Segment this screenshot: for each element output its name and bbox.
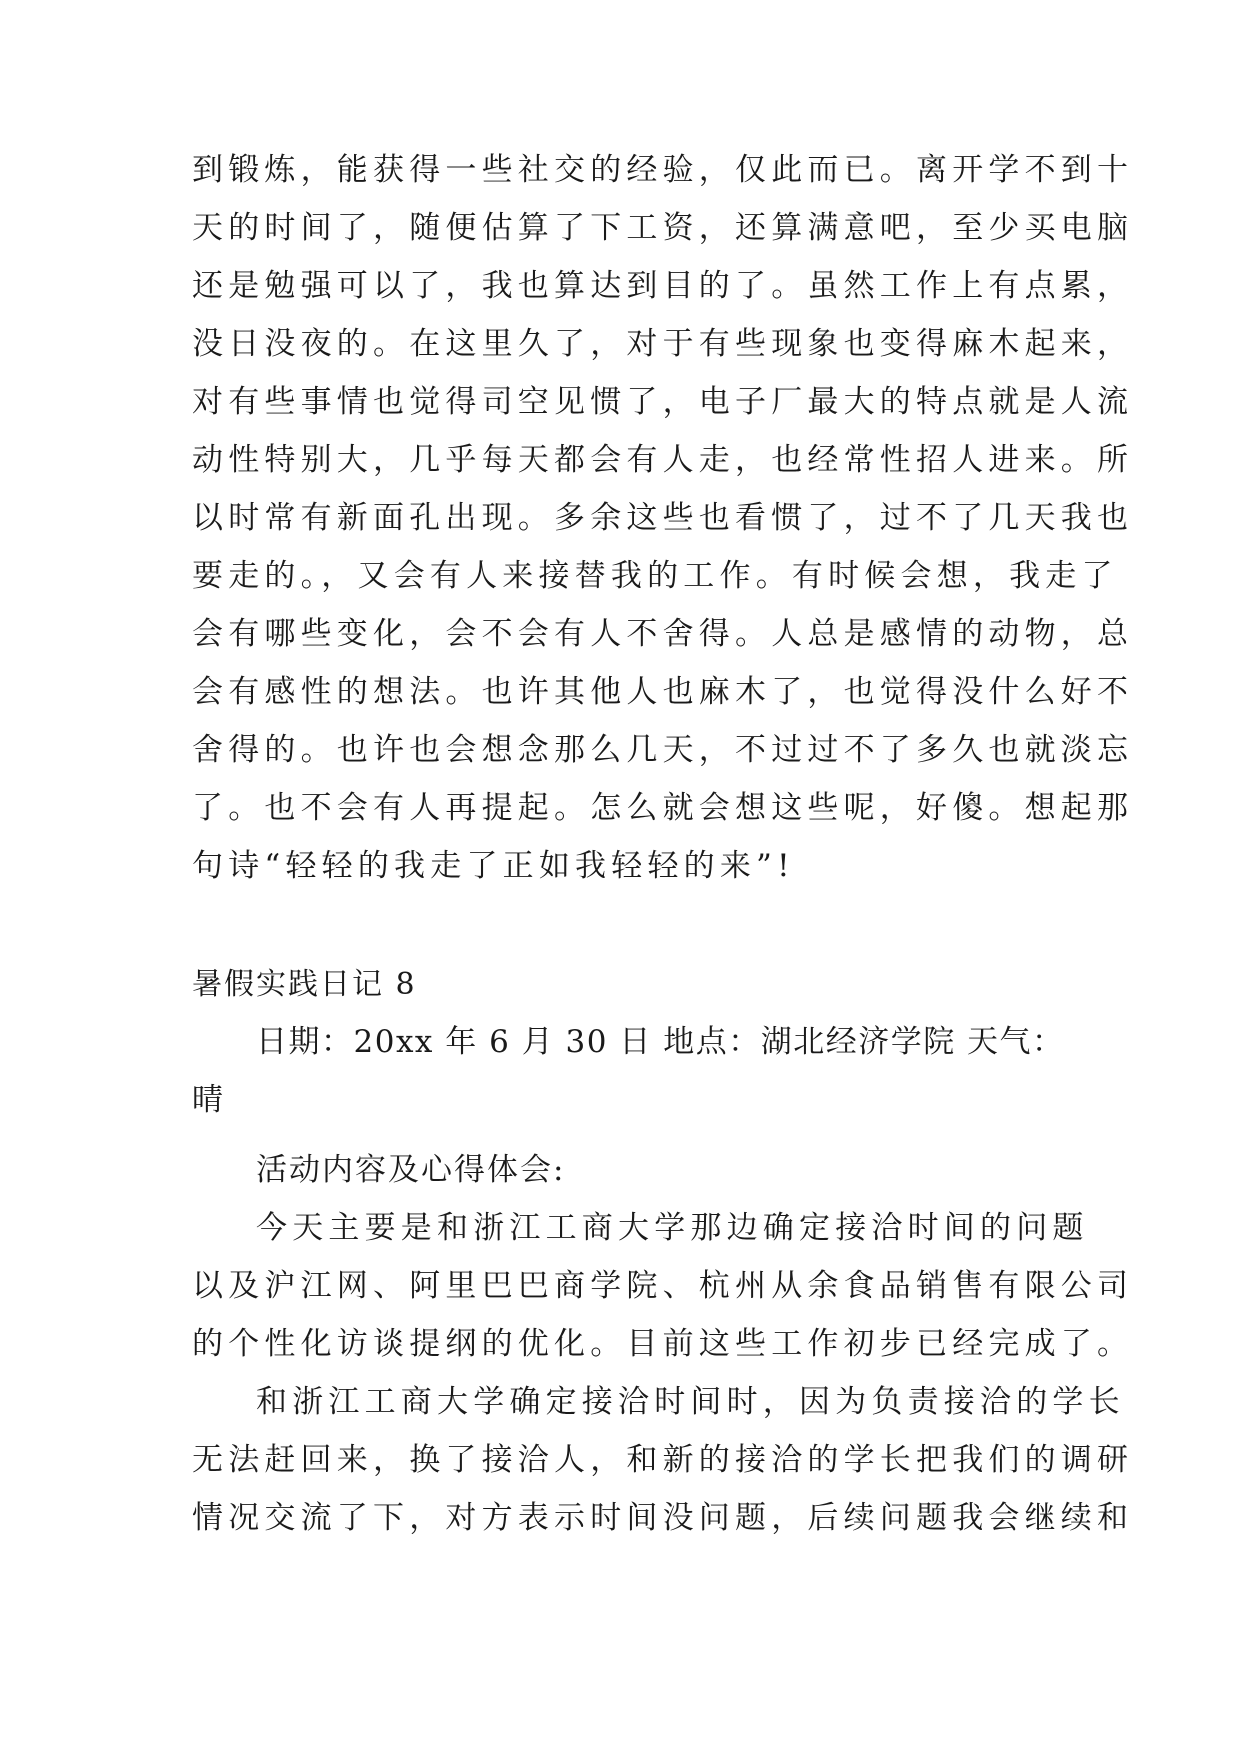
- paragraph-line: 对有些事情也觉得司空见惯了，电子厂最大的特点就是人流: [192, 384, 1134, 420]
- paragraph-line: 以时常有新面孔出现。多余这些也看惯了，过不了几天我也: [192, 500, 1134, 536]
- paragraph-line: 到锻炼，能获得一些社交的经验，仅此而已。离开学不到十: [192, 152, 1134, 188]
- paragraph-line: 今天主要是和浙江工商大学那边确定接洽时间的问题: [256, 1210, 1089, 1246]
- paragraph-line: 还是勉强可以了，我也算达到目的了。虽然工作上有点累，: [192, 268, 1134, 304]
- paragraph-line: 舍得的。也许也会想念那么几天，不过过不了多久也就淡忘: [192, 732, 1134, 768]
- paragraph-line: 句诗“轻轻的我走了正如我轻轻的来”!: [192, 848, 795, 884]
- activity-heading: 活动内容及心得体会:: [256, 1152, 566, 1188]
- paragraph-line: 无法赶回来，换了接洽人，和新的接洽的学长把我们的调研: [192, 1442, 1134, 1478]
- paragraph-line: 的个性化访谈提纲的优化。目前这些工作初步已经完成了。: [192, 1326, 1134, 1362]
- paragraph-line: 要走的。，又会有人来接替我的工作。有时候会想，我走了: [192, 558, 1118, 594]
- paragraph-line: 以及沪江网、阿里巴巴商学院、杭州从余食品销售有限公司: [192, 1268, 1134, 1304]
- paragraph-line: 情况交流了下，对方表示时间没问题，后续问题我会继续和: [192, 1500, 1134, 1536]
- paragraph-line: 动性特别大，几乎每天都会有人走，也经常性招人进来。所: [192, 442, 1134, 478]
- paragraph-line: 会有哪些变化，会不会有人不舍得。人总是感情的动物，总: [192, 616, 1134, 652]
- date-location-weather: 日期：20xx 年 6 月 30 日 地点：湖北经济学院 天气：: [256, 1024, 1065, 1060]
- paragraph-line: 了。也不会有人再提起。怎么就会想这些呢，好傻。想起那: [192, 790, 1134, 826]
- paragraph-line: 会有感性的想法。也许其他人也麻木了，也觉得没什么好不: [192, 674, 1134, 710]
- paragraph-line: 没日没夜的。在这里久了，对于有些现象也变得麻木起来，: [192, 326, 1134, 362]
- paragraph-line: 天的时间了，随便估算了下工资，还算满意吧，至少买电脑: [192, 210, 1134, 246]
- paragraph-line: 和浙江工商大学确定接洽时间时，因为负责接洽的学长: [256, 1384, 1125, 1420]
- weather-value: 晴: [192, 1082, 229, 1118]
- section-title: 暑假实践日记 8: [192, 967, 417, 1002]
